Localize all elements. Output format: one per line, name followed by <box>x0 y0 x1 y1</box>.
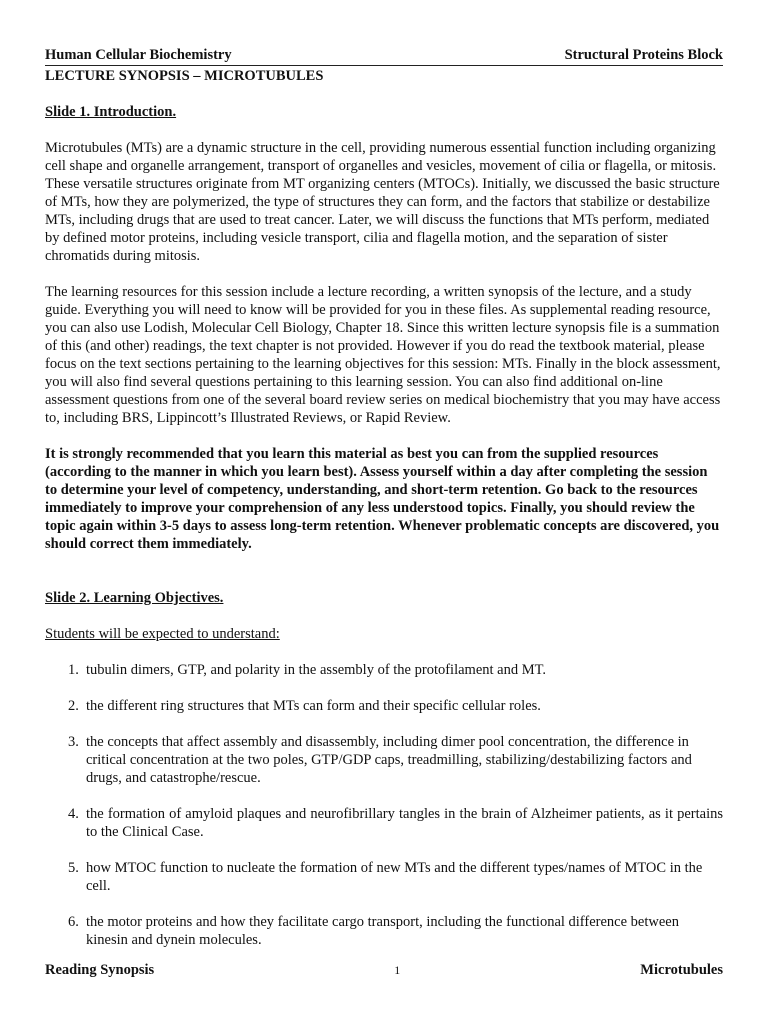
list-item-text: the concepts that affect assembly and disassembly, including dimer pool concentration, the difference in critical concentration at the two poles, GTP/GDP caps, treadmilling, stabilizing/destabilizing factors and drugs, and catastrophe/rescue. <box>86 734 692 786</box>
objectives-list <box>45 661 723 949</box>
recommendation-paragraph: It is strongly recommended that you learn this material as best you can from the supplied resources (according to the manner in which you learn best). Assess yourself within a day after completing the session to determine your level of competency, understanding, and short-term retention. Go back to the resources immediately to improve your comprehension of any less understood topics. Finally, you should review the topic again within 3-5 days to assess long-term retention. Whenever problematic concepts are discovered, you should correct them immediately. <box>45 446 720 552</box>
list-item-text: tubulin dimers, GTP, and polarity in the assembly of the protofilament and MT. <box>86 662 547 678</box>
footer-left-label: Reading Synopsis <box>45 962 155 978</box>
intro-paragraph: Microtubules (MTs) are a dynamic structure in the cell, providing numerous essential function including organizing cell shape and organelle arrangement, transport of organelles and vesicles, movement of cilia or flagella, or mitosis. These versatile structures originate from MT organizing centers (MTOCs). Initially, we discussed the basic structure of MTs, how they are polymerized, the type of structures they can form, and the factors that stabilize or destabilize MTs, including drugs that are used to treat cancer. Later, we will discuss the functions that MTs perform, mediated by defined motor proteins, including vesicle transport, cilia and flagella motion, and the separation of sister chromatids during mitosis. <box>45 140 720 264</box>
lecture-title: LECTURE SYNOPSIS – MICROTUBULES <box>45 68 324 84</box>
list-item <box>45 661 723 679</box>
list-item-text: how MTOC function to nucleate the formation of new MTs and the different types/names of MTOC in the cell. <box>86 860 703 894</box>
list-item-text: the motor proteins and how they facilitate cargo transport, including the functional difference between kinesin and dynein molecules. <box>86 914 679 948</box>
page-number: 1 <box>394 963 401 977</box>
list-item-text: the different ring structures that MTs can form and their specific cellular roles. <box>86 698 541 714</box>
list-item-number: 5. <box>68 860 79 876</box>
list-item-number: 6. <box>68 914 79 930</box>
footer-right-label: Microtubules <box>640 962 723 978</box>
list-item <box>45 913 723 949</box>
list-item-text: the formation of amyloid plaques and neurofibrillary tangles in the brain of Alzheimer patients, as it pertains to the Clinical Case. <box>86 806 723 840</box>
slide1-heading: Slide 1. Introduction. <box>45 104 177 120</box>
document-page <box>45 46 723 949</box>
list-item-number: 3. <box>68 734 79 750</box>
running-header <box>45 46 723 66</box>
header-block-title: Structural Proteins Block <box>564 47 723 63</box>
running-footer <box>45 961 723 979</box>
list-item-number: 1. <box>68 662 79 678</box>
list-item-number: 4. <box>68 806 79 822</box>
resources-paragraph: The learning resources for this session include a lecture recording, a written synopsis of the lecture, and a study guide. Everything you will need to know will be provided for you in these files. As supplemental reading resource, you can also use Lodish, Molecular Cell Biology, Chapter 18. Since this written lecture synopsis file is a summation of this (and other) readings, the text chapter is not provided. However if you do read the textbook material, please focus on the text sections pertaining to the learning objectives for this session: MTs. Finally in the block assessment, you will also find several questions pertaining to this learning session. You can also find additional on-line assessment questions from one of the several board review series on medical biochemistry that you may have access to, including BRS, Lippincott’s Illustrated Reviews, or Rapid Review. <box>45 284 721 426</box>
slide2-heading: Slide 2. Learning Objectives. <box>45 590 224 606</box>
list-item <box>45 859 723 895</box>
header-course-title: Human Cellular Biochemistry <box>45 47 232 63</box>
list-item <box>45 733 723 787</box>
list-item-number: 2. <box>68 698 79 714</box>
objectives-intro: Students will be expected to understand: <box>45 626 280 642</box>
list-item <box>45 697 723 715</box>
list-item <box>45 805 723 841</box>
